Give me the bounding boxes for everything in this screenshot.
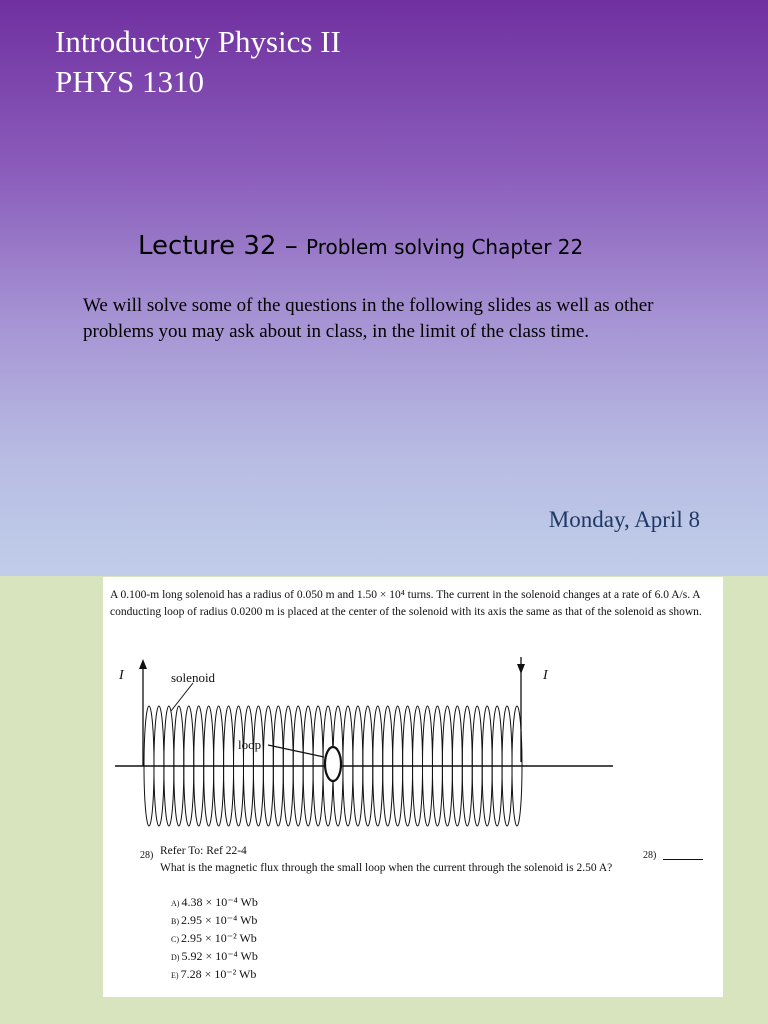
choice-text: 7.28 × 10⁻² Wb — [180, 967, 257, 981]
choice-label: A) — [171, 899, 180, 908]
question-text: What is the magnetic flux through the small loop when the current through the solenoid is 2.50 A? — [160, 862, 613, 874]
arrow-up-icon — [139, 659, 147, 669]
choice-d — [171, 949, 258, 964]
current-label-right: I — [543, 668, 548, 683]
choice-text: 2.95 × 10⁻⁴ Wb — [181, 913, 258, 927]
problem-stem: A 0.100-m long solenoid has a radius of 0.050 m and 1.50 × 10⁴ turns. The current in the solenoid changes at a rate of 6.0 A/s. A conducting loop of radius 0.0200 m is placed at the center of the solenoid with its axis the same as that of the solenoid as shown. — [110, 589, 702, 618]
question-reference: Refer To: Ref 22-4 — [160, 845, 247, 857]
choice-a — [171, 895, 258, 910]
intro-text: We will solve some of the questions in the following slides as well as other problems you may ask about in class, in the limit of the class time. — [83, 295, 654, 342]
choice-e — [171, 967, 256, 982]
answer-number: 28) — [643, 850, 657, 861]
loop-pointer — [268, 745, 324, 757]
lecture-number: Lecture 32 – — [138, 231, 298, 261]
question-number: 28) — [140, 850, 154, 861]
choice-c — [171, 931, 257, 946]
solenoid-label: solenoid — [171, 670, 216, 685]
choice-label: E) — [171, 971, 179, 980]
lecture-topic: Problem solving Chapter 22 — [306, 235, 584, 259]
solenoid-figure — [103, 647, 723, 847]
course-name: Introductory Physics II — [55, 24, 341, 59]
problem-sheet — [103, 577, 723, 997]
lecture-heading — [138, 226, 583, 267]
course-title — [55, 22, 341, 102]
answer-blank — [663, 859, 703, 860]
current-label-left: I — [119, 668, 124, 683]
choice-label: C) — [171, 935, 179, 944]
choice-text: 2.95 × 10⁻² Wb — [181, 931, 257, 945]
arrow-down-icon — [517, 664, 525, 674]
course-code: PHYS 1310 — [55, 64, 205, 99]
lecture-date: Monday, April 8 — [548, 507, 700, 532]
loop-label: loop — [238, 737, 262, 752]
choice-text: 4.38 × 10⁻⁴ Wb — [181, 895, 258, 909]
choice-label: B) — [171, 917, 179, 926]
choice-text: 5.92 × 10⁻⁴ Wb — [181, 949, 258, 963]
loop-ring — [325, 747, 341, 781]
choice-b — [171, 913, 257, 928]
choice-label: D) — [171, 953, 180, 962]
